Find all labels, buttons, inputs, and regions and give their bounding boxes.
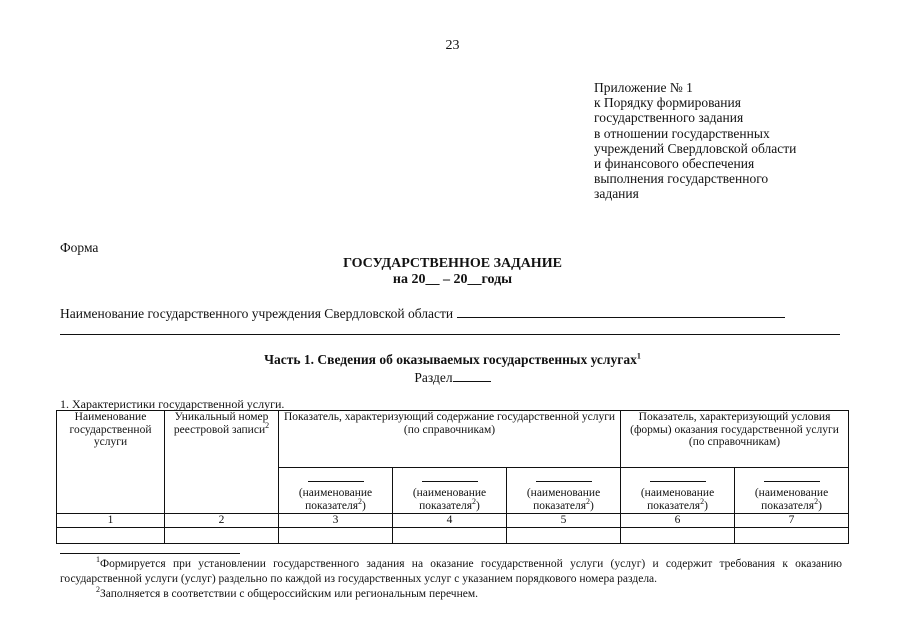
part-title-text: Часть 1. Сведения об оказываемых государственных услугах: [264, 352, 637, 367]
institution-line: [60, 304, 785, 322]
table-cell[interactable]: [621, 528, 735, 544]
footnote-text: Заполняется в соответствии с общероссийским или региональным перечнем.: [100, 588, 478, 600]
appendix-line: к Порядку формирования: [594, 95, 741, 111]
header-service-name: Наименование государственной услуги: [57, 411, 165, 514]
service-characteristics-table: [56, 410, 849, 544]
appendix-line: в отношении государственных: [594, 125, 770, 141]
column-number: 2: [165, 514, 279, 528]
footnote-text: Формируется при установлении государственного задания на оказание государственной услуги (услуг) и содержит требования к оказанию государственной услуги (услуг) раздельно по каждой из государственных услуг с указанием порядкового номера раздела.: [60, 558, 842, 585]
table-caption: 1. Характеристики государственной услуги.: [60, 397, 285, 411]
title-years: на 20__ – 20__годы: [392, 272, 513, 287]
footnote-separator: [60, 553, 240, 554]
institution-blank[interactable]: [457, 304, 785, 318]
footnote-1: [60, 557, 842, 587]
form-label: Форма: [60, 240, 99, 255]
part-title: [0, 352, 905, 368]
section-blank[interactable]: [453, 369, 491, 382]
table-cell[interactable]: [735, 528, 849, 544]
sub-header-indicator: (наименование показателя$^2$): [393, 468, 507, 514]
footnotes: [60, 557, 842, 602]
column-number: 7: [735, 514, 849, 528]
appendix-line: Приложение № 1: [594, 80, 693, 95]
footnote-mark: 2: [96, 585, 100, 595]
institution-second-line: [60, 334, 840, 335]
footnote-mark: 1: [636, 351, 641, 361]
table-cell[interactable]: [57, 528, 165, 544]
data-row: [57, 528, 849, 544]
appendix-line: государственного задания: [594, 110, 744, 126]
title-main: ГОСУДАРСТВЕННОЕ ЗАДАНИЕ: [343, 256, 562, 271]
table-cell[interactable]: [393, 528, 507, 544]
column-number-row: [57, 514, 849, 528]
table-cell[interactable]: [165, 528, 279, 544]
column-number: 6: [621, 514, 735, 528]
appendix-note: [594, 80, 796, 202]
footnote-2: [60, 587, 842, 602]
header-content-indicator: Показатель, характеризующий содержание государственной услуги (по справочникам): [279, 411, 621, 468]
page-number: 23: [445, 38, 460, 53]
header-registry-number: [165, 411, 279, 514]
sub-header-indicator: (наименование показателя$^2$): [279, 468, 393, 514]
sub-header-indicator: (наименование показателя$^2$): [507, 468, 621, 514]
table-cell[interactable]: [279, 528, 393, 544]
sub-header-indicator: (наименование показателя$^2$): [735, 468, 849, 514]
appendix-line: учреждений Свердловской области: [594, 140, 797, 156]
header-registry-text: Уникальный номер реестровой записи: [173, 411, 269, 436]
sub-header-indicator: (наименование показателя$^2$): [621, 468, 735, 514]
institution-label: Наименование государственного учреждения Свердловской области: [60, 306, 454, 321]
table-cell[interactable]: [507, 528, 621, 544]
section-line: [0, 369, 905, 386]
column-number: 1: [57, 514, 165, 528]
column-number: 3: [279, 514, 393, 528]
column-number: 5: [507, 514, 621, 528]
appendix-line: и финансового обеспечения: [594, 156, 755, 172]
column-number: 4: [393, 514, 507, 528]
appendix-line: выполнения государственного: [594, 171, 769, 187]
document-title: [0, 256, 905, 288]
header-conditions-indicator: Показатель, характеризующий условия (формы) оказания государственной услуги (по справочникам): [621, 411, 849, 468]
footnote-mark: 2: [265, 420, 270, 430]
section-label: Раздел: [414, 370, 453, 385]
appendix-line: задания: [594, 186, 639, 202]
footnote-mark: 1: [96, 555, 100, 565]
